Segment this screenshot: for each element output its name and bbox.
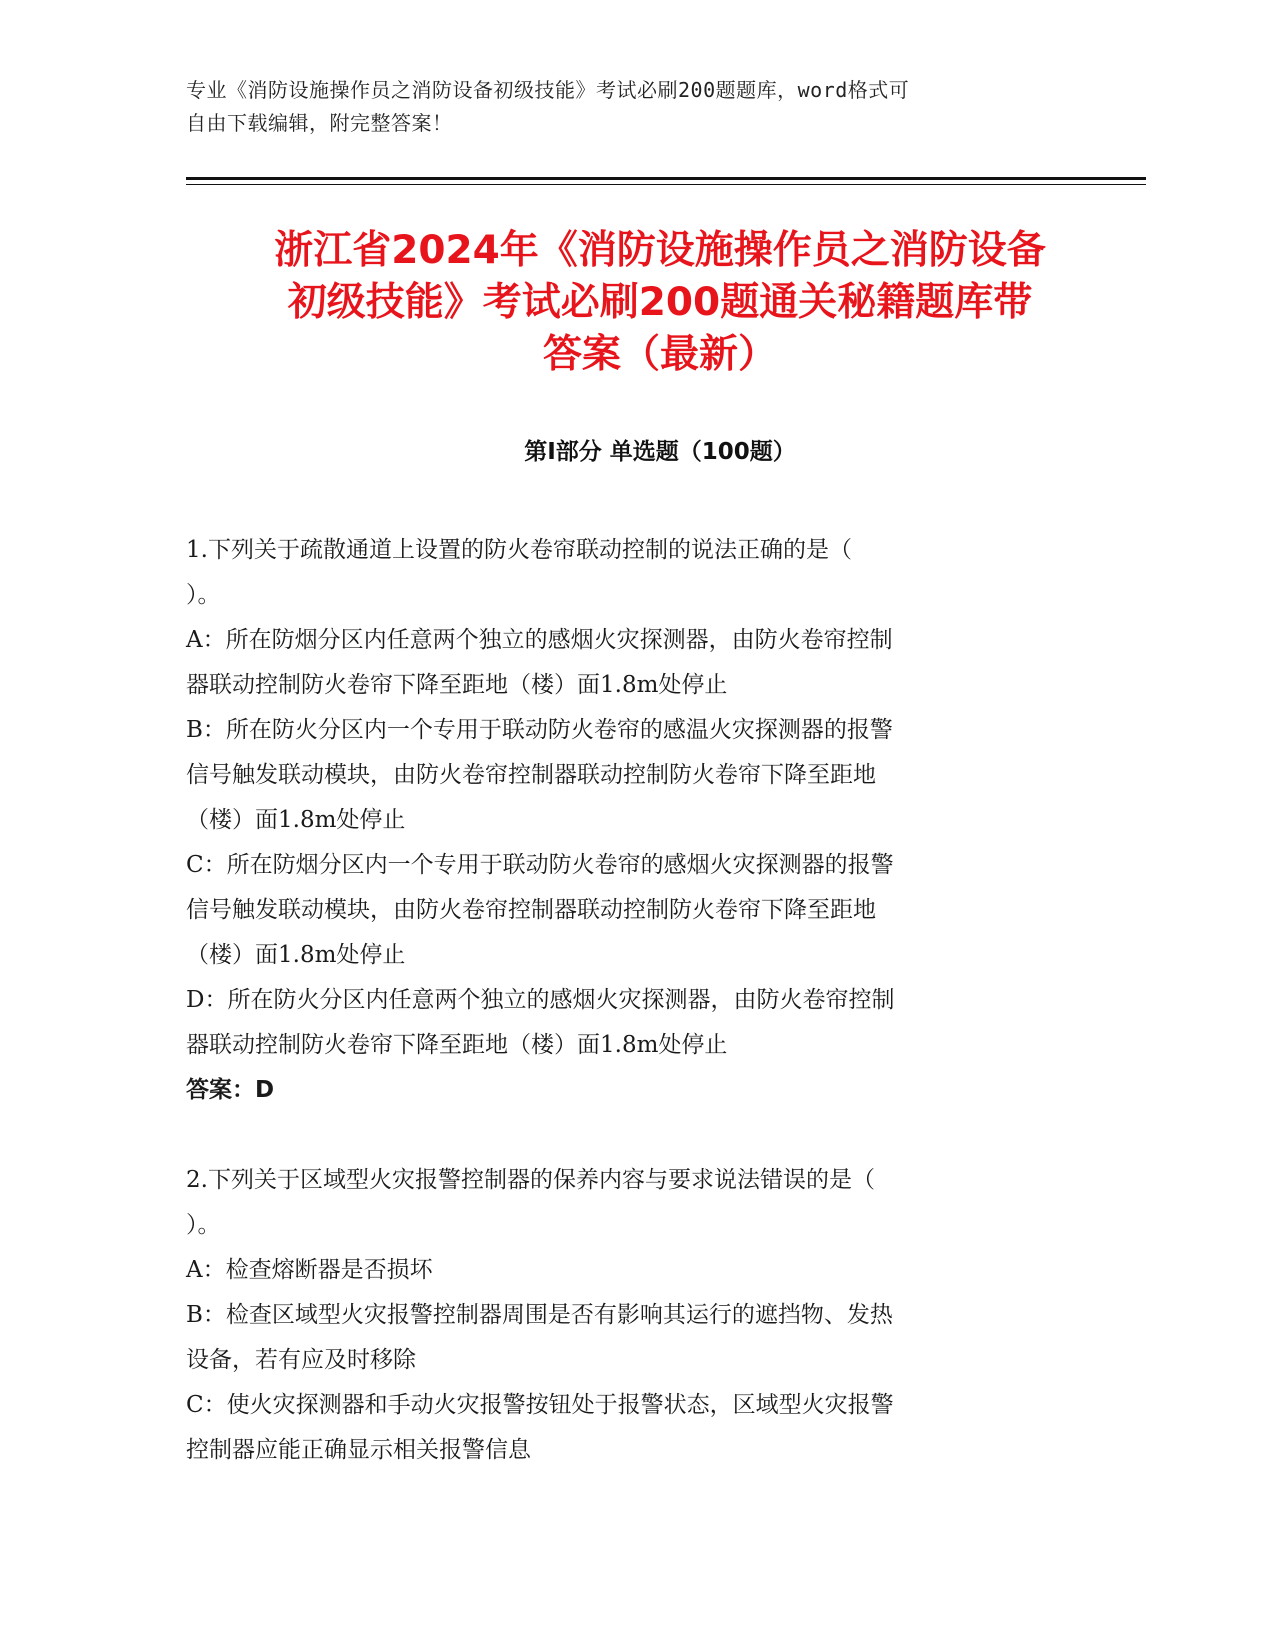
title-line: 答案（最新） [542, 332, 777, 377]
question-stem: ）。 [186, 582, 221, 608]
question-stem: 1.下列关于疏散通道上设置的防火卷帘联动控制的说法正确的是（ [186, 537, 852, 563]
option-a: A：检查熔断器是否损坏 [186, 1257, 433, 1283]
answer-label: 答案：D [186, 1077, 275, 1103]
option-b: 信号触发联动模块，由防火卷帘控制器联动控制防火卷帘下降至距地 [186, 762, 876, 788]
option-a: 器联动控制防火卷帘下降至距地（楼）面1.8m处停止 [186, 672, 728, 698]
question-2 [186, 1158, 1086, 1473]
option-b: B：检查区域型火灾报警控制器周围是否有影响其运行的遮挡物、发热 [186, 1302, 893, 1328]
option-c: C：使火灾探测器和手动火灾报警按钮处于报警状态，区域型火灾报警 [186, 1392, 894, 1418]
section-heading: 第I部分 单选题（100题） [524, 439, 796, 465]
title-line: 浙江省2024年《消防设施操作员之消防设备 [274, 228, 1046, 273]
option-a: A：所在防烟分区内任意两个独立的感烟火灾探测器，由防火卷帘控制 [186, 627, 893, 653]
option-c: （楼）面1.8m处停止 [186, 942, 406, 968]
option-b: （楼）面1.8m处停止 [186, 807, 406, 833]
question-list [186, 528, 1086, 1473]
question-spacer [186, 1113, 1086, 1158]
title-line: 初级技能》考试必刷200题通关秘籍题库带 [287, 280, 1033, 325]
option-d: D：所在防火分区内任意两个独立的感烟火灾探测器，由防火卷帘控制 [186, 987, 895, 1013]
question-stem: ）。 [186, 1212, 221, 1238]
option-c: 信号触发联动模块，由防火卷帘控制器联动控制防火卷帘下降至距地 [186, 897, 876, 923]
question-stem: 2.下列关于区域型火灾报警控制器的保养内容与要求说法错误的是（ [186, 1167, 875, 1193]
question-1 [186, 528, 1086, 1113]
header-note-line: 专业《消防设施操作员之消防设备初级技能》考试必刷200题题库，word格式可 [186, 78, 910, 102]
document-title [150, 225, 1170, 381]
option-d: 器联动控制防火卷帘下降至距地（楼）面1.8m处停止 [186, 1032, 728, 1058]
option-c: 控制器应能正确显示相关报警信息 [186, 1437, 531, 1463]
header-rule-thin [186, 184, 1146, 185]
option-c: C：所在防烟分区内一个专用于联动防火卷帘的感烟火灾探测器的报警 [186, 852, 894, 878]
option-b: 设备，若有应及时移除 [186, 1347, 416, 1373]
header-note-line: 自由下载编辑，附完整答案！ [186, 111, 453, 135]
header-note [186, 74, 1086, 140]
header-rule-thick [186, 177, 1146, 180]
option-b: B：所在防火分区内一个专用于联动防火卷帘的感温火灾探测器的报警 [186, 717, 893, 743]
